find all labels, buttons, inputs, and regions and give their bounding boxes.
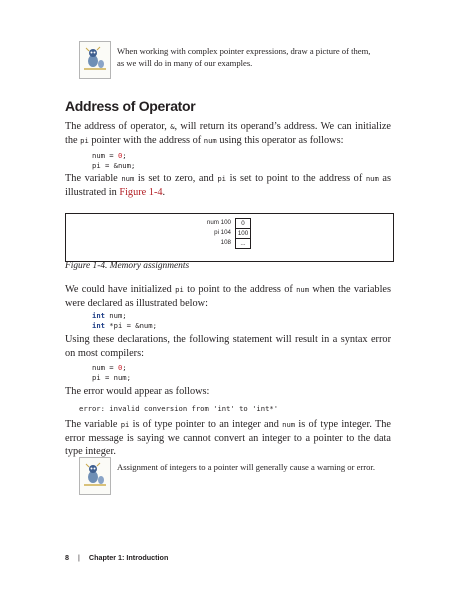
paragraph: We could have initialized pi to point to the address of num when the variables were declared as illustrated below: (65, 284, 392, 309)
page-footer (65, 553, 168, 562)
inline-code: & (170, 122, 175, 131)
memory-cell: ... (235, 238, 251, 249)
page-number: 8 (65, 553, 69, 562)
paragraph: The variable pi is of type pointer to an integer and num is of type integer. The error message is saying we cannot convert an integer to a pointer to the data type integer. (65, 419, 391, 457)
memory-label: 108 (220, 239, 231, 246)
chapter-title: Chapter 1: Introduction (88, 553, 169, 562)
paragraph: The error would appear as follows: (65, 386, 210, 397)
memory-cell: 0 (235, 218, 251, 229)
paragraph: Using these declarations, the following statement will result in a syntax error on most compilers: (65, 334, 391, 359)
section-heading: Address of Operator (65, 98, 196, 114)
figure-caption: Figure 1-4. Memory assignments (65, 261, 190, 271)
figure-link[interactable]: Figure 1-4 (119, 186, 163, 198)
code-block: num = 0; pi = num; (92, 363, 131, 382)
memory-label: num 100 (206, 219, 231, 226)
raccoon-tip-icon (79, 457, 111, 495)
inline-code: num (365, 174, 379, 183)
inline-code: num (121, 174, 135, 183)
footer-separator: | (78, 553, 80, 562)
memory-figure (65, 213, 394, 262)
raccoon-tip-icon (79, 41, 111, 79)
inline-code: num (203, 135, 217, 145)
code-block: int num; int *pi = &num; (92, 311, 157, 330)
inline-code: pi (175, 285, 184, 294)
memory-cell: 100 (235, 228, 251, 239)
inline-code: pi (120, 420, 130, 429)
tip-text: When working with complex pointer expressions, draw a picture of them, as we will do in many of our examples. (117, 46, 371, 68)
inline-code: num (296, 285, 310, 294)
inline-code: pi (217, 174, 227, 183)
code-block: error: invalid conversion from 'int' to 'int*' (79, 404, 279, 413)
inline-code: num (282, 420, 296, 429)
inline-code: pi (80, 135, 89, 145)
tip-text: Assignment of integers to a pointer will generally cause a warning or error. (117, 462, 375, 472)
code-block: num = 0; pi = &num; (92, 151, 136, 170)
paragraph: The address of operator, &, will return its operand’s address. We can initialize the pi pointer with the address of num using this operator as follows: (65, 121, 391, 146)
paragraph: The variable num is set to zero, and pi is set to point to the address of num as illustrated in Figure 1-4. (65, 173, 392, 198)
memory-label: pi 104 (214, 229, 231, 236)
